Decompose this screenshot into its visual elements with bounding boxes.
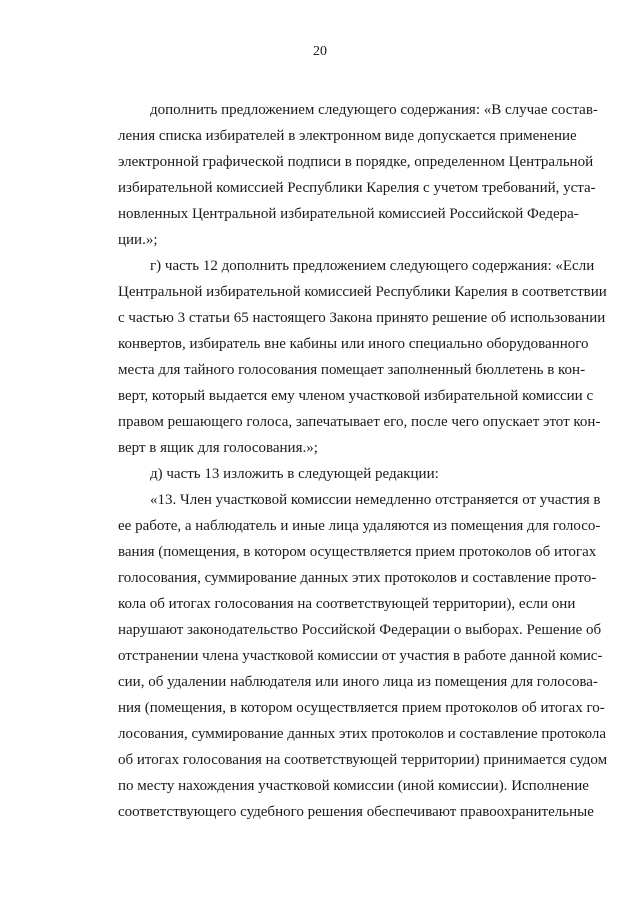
text-line: ния (помещения, в котором осуществляется прием протоколов об итогах го- [118,700,605,716]
text-line: новленных Центральной избирательной комиссией Российской Федера- [118,206,579,222]
text-line: места для тайного голосования помещает заполненный бюллетень в кон- [118,362,586,378]
text-line: Центральной избирательной комиссией Республики Карелия в соответствии [118,284,607,300]
text-line: соответствующего судебного решения обеспечивают правоохранительные [118,804,594,820]
text-line: кола об итогах голосования на соответствующей территории), если они [118,596,576,612]
text-line: верт, который выдается ему членом участковой избирательной комиссии с [118,388,594,404]
text-line: правом решающего голоса, запечатывает его, после чего опускает этот кон- [118,414,601,430]
text-line: д) часть 13 изложить в следующей редакции: [150,466,439,482]
text-line: по месту нахождения участковой комиссии (иной комиссии). Исполнение [118,778,589,794]
text-line: с частью 3 статьи 65 настоящего Закона принято решение об использовании [118,310,606,326]
text-line: ее работе, а наблюдатель и иные лица удаляются из помещения для голосо- [118,518,601,534]
text-line: дополнить предложением следующего содержания: «В случае состав- [150,102,598,118]
text-line: сии, об удалении наблюдателя или иного лица из помещения для голосова- [118,674,598,690]
text-line: верт в ящик для голосования.»; [118,440,318,456]
text-line: ления списка избирателей в электронном виде допускается применение [118,128,577,144]
text-line: голосования, суммирование данных этих протоколов и составление прото- [118,570,597,586]
text-line: вания (помещения, в котором осуществляется прием протоколов об итогах [118,544,597,560]
page-number: 20 [313,44,327,59]
text-line: электронной графической подписи в порядке, определенном Центральной [118,154,594,170]
text-line: лосования, суммирование данных этих протоколов и составление протокола [118,726,607,742]
text-line: г) часть 12 дополнить предложением следующего содержания: «Если [150,258,595,274]
text-line: ции.»; [118,232,158,248]
text-line: конвертов, избиратель вне кабины или иного специально оборудованного [118,336,589,352]
text-line: об итогах голосования на соответствующей территории) принимается судом [118,752,608,768]
text-line: избирательной комиссией Республики Карелия с учетом требований, уста- [118,180,596,196]
text-line: нарушают законодательство Российской Федерации о выборах. Решение об [118,622,602,638]
text-line: «13. Член участковой комиссии немедленно отстраняется от участия в [150,492,601,508]
text-line: отстранении члена участковой комиссии от участия в работе данной комис- [118,648,603,664]
